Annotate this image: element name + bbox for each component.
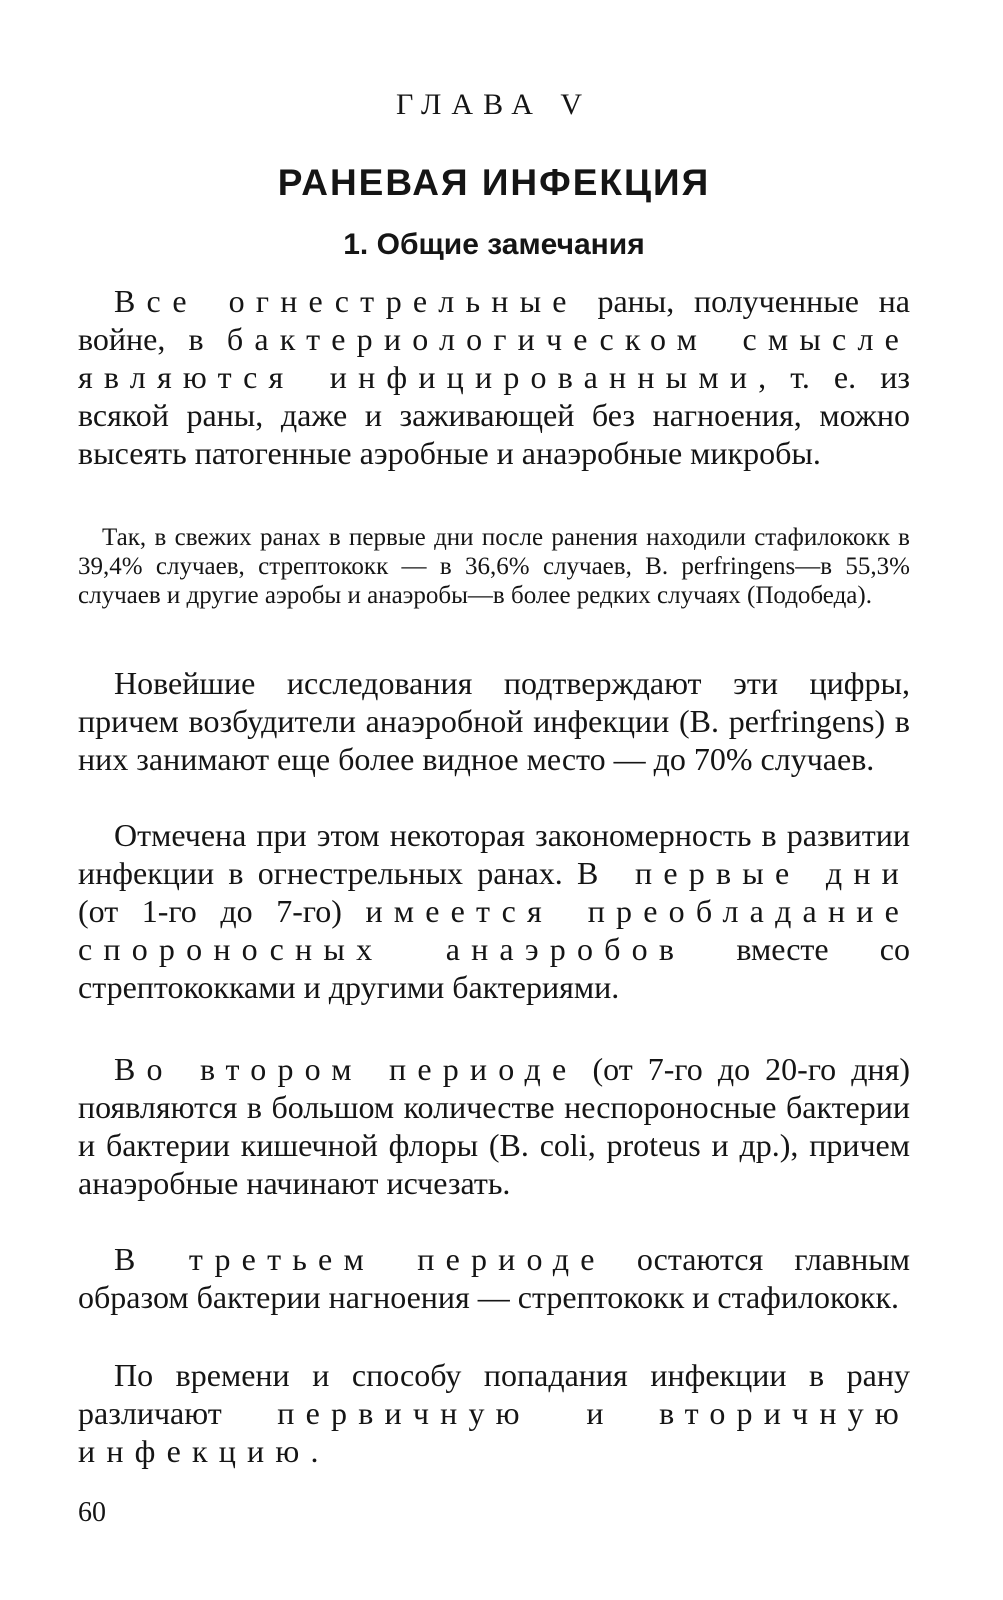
emphasis-text: В первые дни: [577, 855, 910, 891]
emphasis-text: вторичную инфекцию: [78, 1395, 910, 1469]
paragraph-text: .: [310, 1433, 319, 1469]
paragraph-text: остаются главным образом бактерии нагноения — стрептококк и стафилококк.: [78, 1241, 911, 1315]
paragraph-6: [78, 1356, 910, 1470]
emphasis-text: имеется преобладание спороносных анаэробов: [78, 893, 911, 967]
emphasis-text: Все огнестрельные: [114, 283, 578, 319]
paragraph-5: [78, 1240, 910, 1316]
paragraph-text: (от 7-го до 20-го дня) появляются в большом количестве неспороносные бактерии и бактерии кишечной флоры (В. coli, proteus и др.), причем анаэробные начинают исчезать.: [78, 1051, 911, 1201]
paragraph-text: и: [530, 1395, 660, 1431]
paragraph-text: По времени и способу попадания инфекции в рану различают: [78, 1357, 910, 1431]
emphasis-text: В третьем периоде: [114, 1241, 606, 1277]
small-print-note: Так, в свежих ранах в первые дни после ранения находили стафилококк в 39,4% случаев, стрептококк — в 36,6% случаев, В. perfringens—в 55,3% случаев и другие аэробы и анаэробы—в более редких случаях (Подобеда).: [78, 524, 910, 609]
page-number: 60: [78, 1497, 106, 1528]
book-page: [78, 0, 910, 1600]
emphasis-text: первичную: [277, 1395, 531, 1431]
paragraph-2: Новейшие исследования подтверждают эти цифры, причем возбудители анаэробной инфекции (В. perfringens) в них занимают еще более видное место — до 70% случаев.: [78, 665, 910, 777]
paragraph-1: [78, 282, 910, 472]
chapter-heading: ГЛАВА V: [395, 88, 593, 121]
paragraph-text: (от 1-го до 7-го): [78, 893, 366, 929]
chapter-title: РАНЕВАЯ ИНФЕКЦИЯ: [277, 162, 711, 203]
paragraph-text: вместе со стрептококками и другими бактериями.: [78, 931, 910, 1005]
paragraph-3: [78, 816, 910, 1006]
paragraph-text: раны, полученные на войне, в: [78, 283, 910, 357]
paragraph-text: Отмечена при этом некоторая закономерность в развитии инфекции в огнестрельных ранах.: [78, 817, 910, 891]
paragraph-text: , т. е. из всякой раны, даже и заживающей без нагноения, можно высеять патогенные аэробные и анаэробные микробы.: [78, 359, 910, 471]
paragraph-4: [78, 1050, 910, 1202]
emphasis-text: бактериологическом смысле являются инфицированными: [78, 321, 911, 395]
emphasis-text: Во втором периоде: [114, 1051, 578, 1087]
section-heading: 1. Общие замечания: [343, 228, 645, 261]
